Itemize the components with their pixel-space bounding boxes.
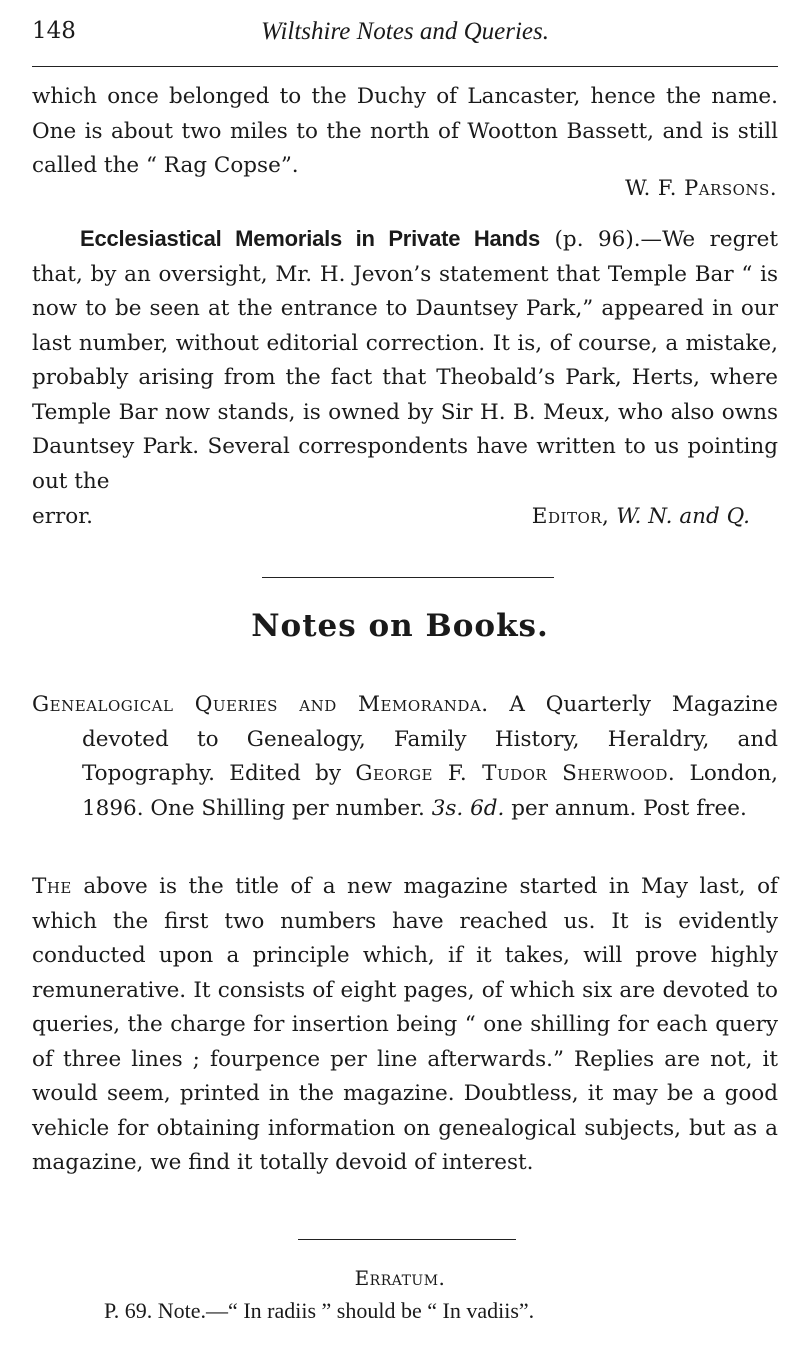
book-postage: per annum. Post free. xyxy=(504,795,747,821)
editor-label: Editor, xyxy=(531,504,610,529)
book-description: A Quarterly Magazine devoted to Genealogy, Family History, Heraldry, and Topography. Edited by xyxy=(82,692,779,786)
erratum-divider xyxy=(298,1239,516,1240)
book-annual-price: 3s. 6d. xyxy=(431,795,505,821)
erratum-text: P. 69. Note.—“ In radiis ” should be “ In vadiis”. xyxy=(104,1298,535,1323)
header-rule xyxy=(32,66,778,67)
section-title-notes-on-books: Notes on Books. xyxy=(251,608,549,644)
page-reference: (p. 96).— xyxy=(540,227,663,252)
section-divider xyxy=(262,577,554,578)
note-paragraph-continued: which once belonged to the Duchy of Lancaster, hence the name. One is about two miles to the north of Wootton Bassett, and is still called the “ Rag Copse”. xyxy=(32,84,778,178)
book-publication: London, 1896. One Shilling per number. xyxy=(82,761,779,821)
closing-word: error. xyxy=(32,504,93,529)
erratum-title: Erratum. xyxy=(354,1266,446,1290)
page-number: 148 xyxy=(32,18,76,44)
review-body: above is the title of a new magazine started in May last, of which the first two numbers have reached us. It is evidently conducted upon a principle which, if it takes, will prove highly remunerative. It consists of eight pages, of which six are devoted to queries, the charge for insertion being “ one shilling for each query of three lines ; fourpence per line afterwards.” Replies are not, it would seem, printed in the magazine. Doubtless, it may be a good vehicle for obtaining information on genealogical subjects, but as a magazine, we find it totally devoid of interest. xyxy=(32,874,778,1175)
signature-parsons: W. F. Parsons. xyxy=(625,176,777,200)
book-title: Genealogical Queries and Memoranda. xyxy=(32,692,489,717)
journal-abbrev: W. N. and Q. xyxy=(616,504,750,529)
signature-editor xyxy=(532,504,750,529)
book-entry xyxy=(32,688,778,826)
review-paragraph xyxy=(32,870,778,1181)
note-closing-line xyxy=(32,504,778,529)
book-editor: George F. Tudor Sherwood. xyxy=(355,761,676,786)
running-title: Wiltshire Notes and Queries. xyxy=(261,18,549,45)
running-head xyxy=(32,18,778,52)
review-lead-word: The xyxy=(32,874,72,899)
note-body: We regret that, by an oversight, Mr. H. Jevon’s statement that Temple Bar “ is now to be seen at the entrance to Dauntsey Park,” appeared in our last number, without editorial correction. It is, of course, a mistake, probably arising from the fact that Theobald’s Park, Herts, where Temple Bar now stands, is owned by Sir H. B. Meux, who also owns Dauntsey Park. Several correspondents have written to us pointing out the xyxy=(32,227,778,494)
note-heading: Ecclesiastical Memorials in Private Hands xyxy=(80,226,541,251)
note-paragraph-ecclesiastical xyxy=(32,222,778,499)
